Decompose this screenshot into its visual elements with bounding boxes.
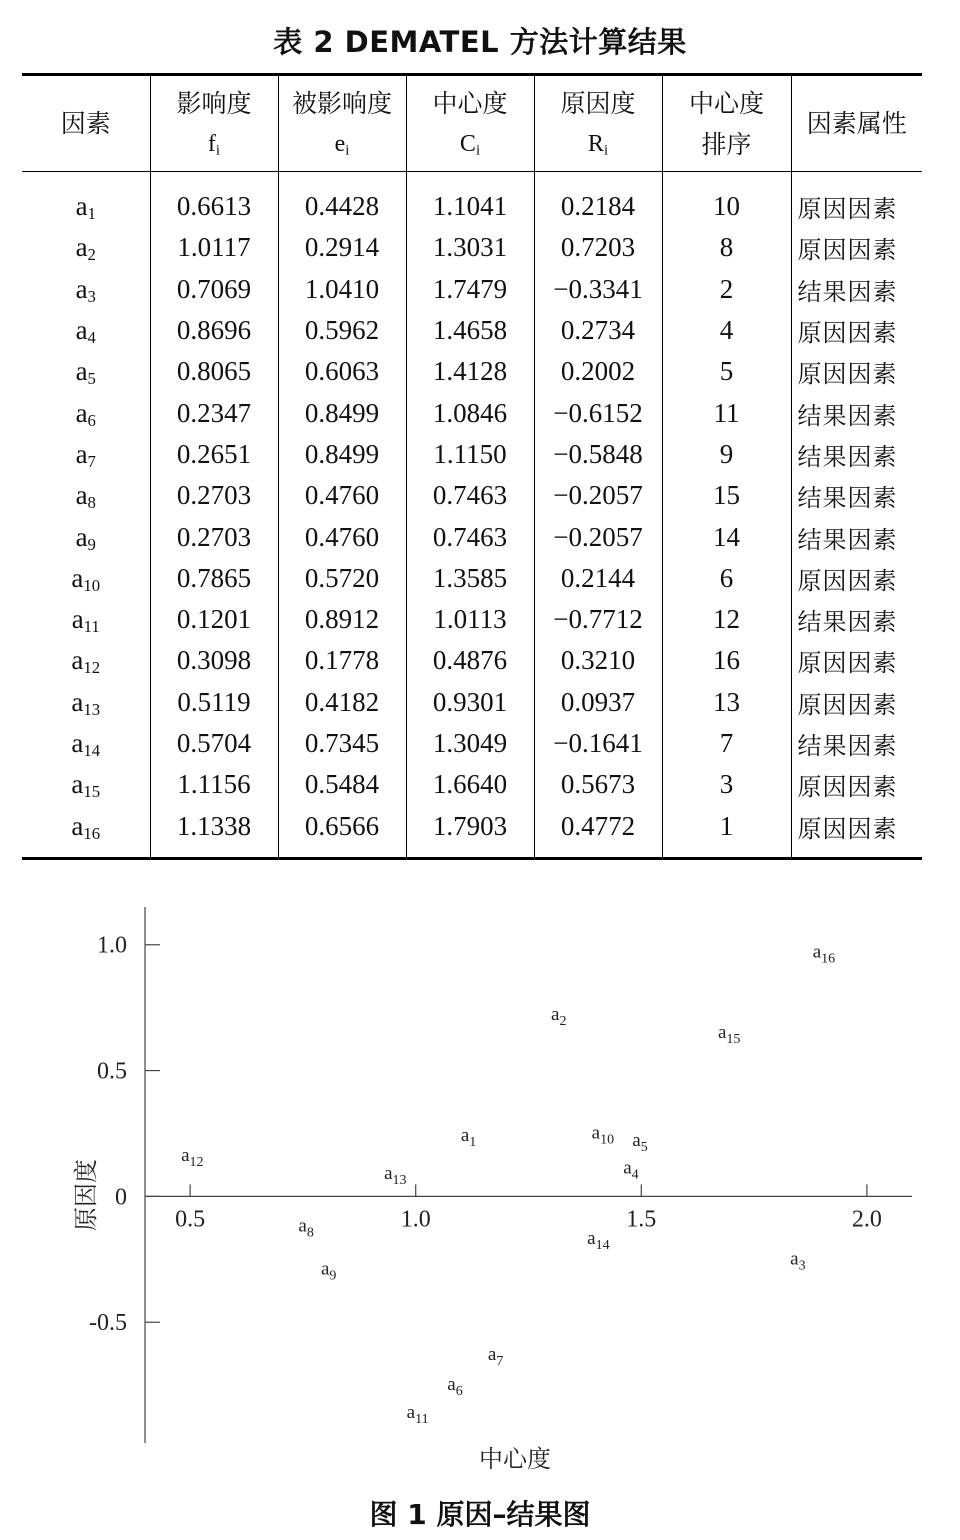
cell-c: 1.0846 [406, 392, 534, 433]
cell-rank: 2 [662, 269, 791, 310]
cell-r: 0.2184 [534, 172, 662, 228]
point-label-a10: $a_{10}$ [591, 1122, 615, 1148]
cell-rank: 15 [662, 475, 791, 516]
cell-r: −0.7712 [534, 599, 662, 640]
cell-e: 0.5962 [278, 310, 406, 351]
cell-factor: $a_4$ [75, 315, 96, 348]
cell-r: −0.2057 [534, 475, 662, 516]
y-tick-label: 0.5 [97, 1058, 127, 1085]
header-label: 中心度 [432, 88, 508, 118]
table-body [22, 172, 922, 859]
table-row [22, 310, 922, 351]
figure-title: 图 1 原因–结果图 [369, 1498, 591, 1531]
cell-e: 0.4760 [278, 516, 406, 557]
cell-attr: 原因因素 [791, 558, 922, 599]
header-symbol: $f_i$ [207, 130, 221, 159]
cell-c: 1.3585 [406, 558, 534, 599]
cell-factor: $a_5$ [75, 356, 96, 389]
point-label-a13: $a_{13}$ [384, 1162, 407, 1188]
cell-attr: 原因因素 [791, 310, 922, 351]
cell-c: 0.9301 [406, 682, 534, 723]
cell-e: 0.8499 [278, 434, 406, 475]
cell-f: 0.5704 [150, 723, 278, 764]
header-cell [534, 75, 662, 172]
cell-factor: $a_{16}$ [22, 805, 150, 858]
cell-factor: $a_{12}$ [71, 645, 101, 678]
table-row [22, 269, 922, 310]
cell-attr: 结果因素 [791, 434, 922, 475]
cell-rank: 4 [662, 310, 791, 351]
point-label-a14: $a_{14}$ [587, 1228, 610, 1254]
point-label-subscript: 1 [469, 1135, 477, 1151]
cell-e: 0.6063 [278, 351, 406, 392]
header-cell [150, 75, 278, 172]
point-label-subscript: 10 [600, 1132, 615, 1148]
table-row [22, 172, 922, 228]
table-row [22, 351, 922, 392]
header-cell [791, 75, 922, 172]
cell-c: 1.6640 [406, 764, 534, 805]
cell-attr: 结果因素 [791, 723, 922, 764]
point-label-a15: $a_{15}$ [717, 1021, 741, 1047]
cell-r: 0.3210 [534, 640, 662, 681]
dematel-results-table [22, 73, 922, 860]
cell-e: 1.0410 [278, 269, 406, 310]
cell-f: 0.7069 [150, 269, 278, 310]
cell-rank: 11 [662, 392, 791, 433]
point-label-a4: $a_4$ [623, 1157, 639, 1183]
point-label-subscript: 12 [189, 1155, 204, 1171]
cell-r: −0.2057 [534, 516, 662, 557]
cell-rank: 10 [662, 172, 791, 228]
y-tick-label: 0 [115, 1184, 127, 1211]
point-label-a1: $a_1$ [460, 1125, 477, 1151]
cell-f: 0.5119 [150, 682, 278, 723]
cell-e: 0.4760 [278, 475, 406, 516]
cell-e: 0.2914 [278, 227, 406, 268]
cell-e: 0.5720 [278, 558, 406, 599]
cell-attr: 原因因素 [791, 172, 922, 228]
table-row [22, 640, 922, 681]
cell-c: 1.4128 [406, 351, 534, 392]
point-label-a12: $a_{12}$ [181, 1145, 204, 1171]
table-header-row [22, 75, 922, 172]
cell-rank: 16 [662, 640, 791, 681]
cell-rank: 1 [662, 805, 791, 858]
point-label-subscript: 7 [496, 1353, 504, 1369]
point-label-subscript: 16 [821, 951, 836, 967]
table-row [22, 764, 922, 805]
header-label: 因素属性 [806, 109, 907, 138]
cell-r: −0.1641 [534, 723, 662, 764]
point-label-subscript: 15 [726, 1031, 741, 1047]
cell-r: 0.2144 [534, 558, 662, 599]
cell-c: 0.4876 [406, 640, 534, 681]
header-label: 中心度 [688, 88, 764, 118]
table-row [22, 227, 922, 268]
results-table-container [22, 73, 922, 860]
cell-factor: $a_8$ [75, 480, 96, 513]
cell-r: 0.2734 [534, 310, 662, 351]
header-cell [406, 75, 534, 172]
point-label-a16: $a_{16}$ [812, 941, 836, 967]
cell-f: 1.1156 [150, 764, 278, 805]
cell-r: 0.5673 [534, 764, 662, 805]
header-symbol: 排序 [701, 129, 752, 159]
cell-factor: $a_6$ [75, 397, 96, 430]
cell-c: 1.1150 [406, 434, 534, 475]
point-label-subscript: 14 [595, 1238, 610, 1254]
cell-c: 1.7903 [406, 805, 534, 858]
y-axis-label: 原因度 [72, 1159, 100, 1231]
cell-factor: $a_{15}$ [71, 769, 101, 802]
header-label: 被影响度 [291, 88, 392, 118]
cell-attr: 结果因素 [791, 392, 922, 433]
cell-f: 0.1201 [150, 599, 278, 640]
cell-rank: 7 [662, 723, 791, 764]
cell-r: 0.4772 [534, 805, 662, 858]
cell-f: 0.8696 [150, 310, 278, 351]
point-label-subscript: 4 [631, 1167, 639, 1183]
header-symbol: $R_i$ [587, 130, 609, 159]
x-tick-label: 0.5 [175, 1206, 206, 1233]
cell-factor: $a_3$ [75, 273, 96, 306]
cell-attr: 原因因素 [791, 764, 922, 805]
cell-attr: 结果因素 [791, 516, 922, 557]
x-tick-label: 2.0 [851, 1206, 882, 1233]
cell-f: 0.6613 [150, 172, 278, 228]
cell-rank: 9 [662, 434, 791, 475]
cell-e: 0.8912 [278, 599, 406, 640]
cell-factor: $a_{14}$ [71, 728, 101, 761]
cell-f: 1.1338 [150, 805, 278, 858]
cell-rank: 13 [662, 682, 791, 723]
point-label-subscript: 2 [559, 1014, 567, 1030]
cell-c: 0.7463 [406, 516, 534, 557]
point-label-a8: $a_8$ [298, 1215, 314, 1241]
cell-r: −0.6152 [534, 392, 662, 433]
cell-rank: 3 [662, 764, 791, 805]
table-row [22, 682, 922, 723]
header-label: 因素 [60, 109, 111, 138]
cell-e: 0.6566 [278, 805, 406, 858]
cell-factor: $a_{11}$ [71, 604, 100, 637]
cell-e: 0.5484 [278, 764, 406, 805]
cell-attr: 结果因素 [791, 599, 922, 640]
cell-c: 1.7479 [406, 269, 534, 310]
cell-f: 1.0117 [150, 227, 278, 268]
table-row [22, 558, 922, 599]
cause-effect-scatter-chart [0, 895, 960, 1495]
header-cell [278, 75, 406, 172]
cell-factor: $a_9$ [75, 521, 96, 554]
cell-f: 0.2703 [150, 516, 278, 557]
point-label-a7: $a_7$ [487, 1343, 504, 1369]
header-cell [22, 75, 150, 172]
cell-c: 1.1041 [406, 172, 534, 228]
cell-e: 0.4182 [278, 682, 406, 723]
point-label-a3: $a_3$ [790, 1248, 806, 1274]
cell-rank: 6 [662, 558, 791, 599]
table-row [22, 723, 922, 764]
y-tick-label: -0.5 [89, 1310, 127, 1337]
table-row [22, 516, 922, 557]
table-row [22, 434, 922, 475]
cell-attr: 结果因素 [791, 269, 922, 310]
cell-factor: $a_1$ [75, 191, 96, 224]
cell-r: 0.2002 [534, 351, 662, 392]
header-symbol: $e_i$ [334, 130, 350, 159]
cell-rank: 14 [662, 516, 791, 557]
point-label-subscript: 6 [455, 1384, 463, 1400]
cell-r: −0.5848 [534, 434, 662, 475]
header-cell [662, 75, 791, 172]
cell-f: 0.2347 [150, 392, 278, 433]
cell-attr: 结果因素 [791, 475, 922, 516]
x-tick-label: 1.5 [626, 1206, 657, 1233]
point-label-a9: $a_9$ [320, 1258, 337, 1284]
cell-attr: 原因因素 [791, 351, 922, 392]
cell-rank: 12 [662, 599, 791, 640]
cell-c: 0.7463 [406, 475, 534, 516]
cell-rank: 8 [662, 227, 791, 268]
point-label-subscript: 5 [640, 1140, 648, 1156]
cell-attr: 原因因素 [791, 227, 922, 268]
point-label-subscript: 11 [415, 1411, 429, 1427]
point-label-a6: $a_6$ [447, 1374, 463, 1400]
header-symbol: $C_i$ [459, 130, 481, 159]
x-tick-label: 1.0 [400, 1206, 431, 1233]
table-row [22, 599, 922, 640]
cell-c: 1.0113 [406, 599, 534, 640]
cell-r: 0.0937 [534, 682, 662, 723]
table-row [22, 805, 922, 858]
y-tick-label: 1.0 [97, 932, 127, 959]
cell-attr: 原因因素 [791, 805, 922, 858]
cell-f: 0.3098 [150, 640, 278, 681]
cell-e: 0.4428 [278, 172, 406, 228]
cell-r: 0.7203 [534, 227, 662, 268]
cell-e: 0.1778 [278, 640, 406, 681]
table-row [22, 392, 922, 433]
cell-factor: $a_{10}$ [71, 562, 101, 595]
cell-attr: 原因因素 [791, 682, 922, 723]
table-row [22, 475, 922, 516]
point-label-a5: $a_5$ [632, 1130, 648, 1156]
cell-attr: 原因因素 [791, 640, 922, 681]
cell-e: 0.8499 [278, 392, 406, 433]
point-label-subscript: 13 [392, 1172, 407, 1188]
cell-c: 1.3049 [406, 723, 534, 764]
cell-f: 0.8065 [150, 351, 278, 392]
cell-c: 1.4658 [406, 310, 534, 351]
point-label-subscript: 9 [329, 1268, 337, 1284]
point-label-a11: $a_{11}$ [406, 1401, 429, 1427]
cell-f: 0.2651 [150, 434, 278, 475]
cell-c: 1.3031 [406, 227, 534, 268]
x-axis-label: 中心度 [479, 1445, 551, 1473]
cell-e: 0.7345 [278, 723, 406, 764]
cell-factor: $a_7$ [75, 438, 96, 472]
point-label-a2: $a_2$ [551, 1004, 567, 1030]
cell-rank: 5 [662, 351, 791, 392]
cell-r: −0.3341 [534, 269, 662, 310]
header-label: 影响度 [176, 88, 252, 118]
point-label-subscript: 3 [798, 1258, 806, 1274]
point-label-subscript: 8 [306, 1225, 314, 1241]
cell-factor: $a_2$ [75, 232, 96, 265]
cell-factor: $a_{13}$ [71, 686, 101, 719]
cell-f: 0.2703 [150, 475, 278, 516]
cell-f: 0.7865 [150, 558, 278, 599]
table-title: 表 2 DEMATEL 方法计算结果 [273, 25, 687, 59]
header-label: 原因度 [560, 88, 636, 118]
